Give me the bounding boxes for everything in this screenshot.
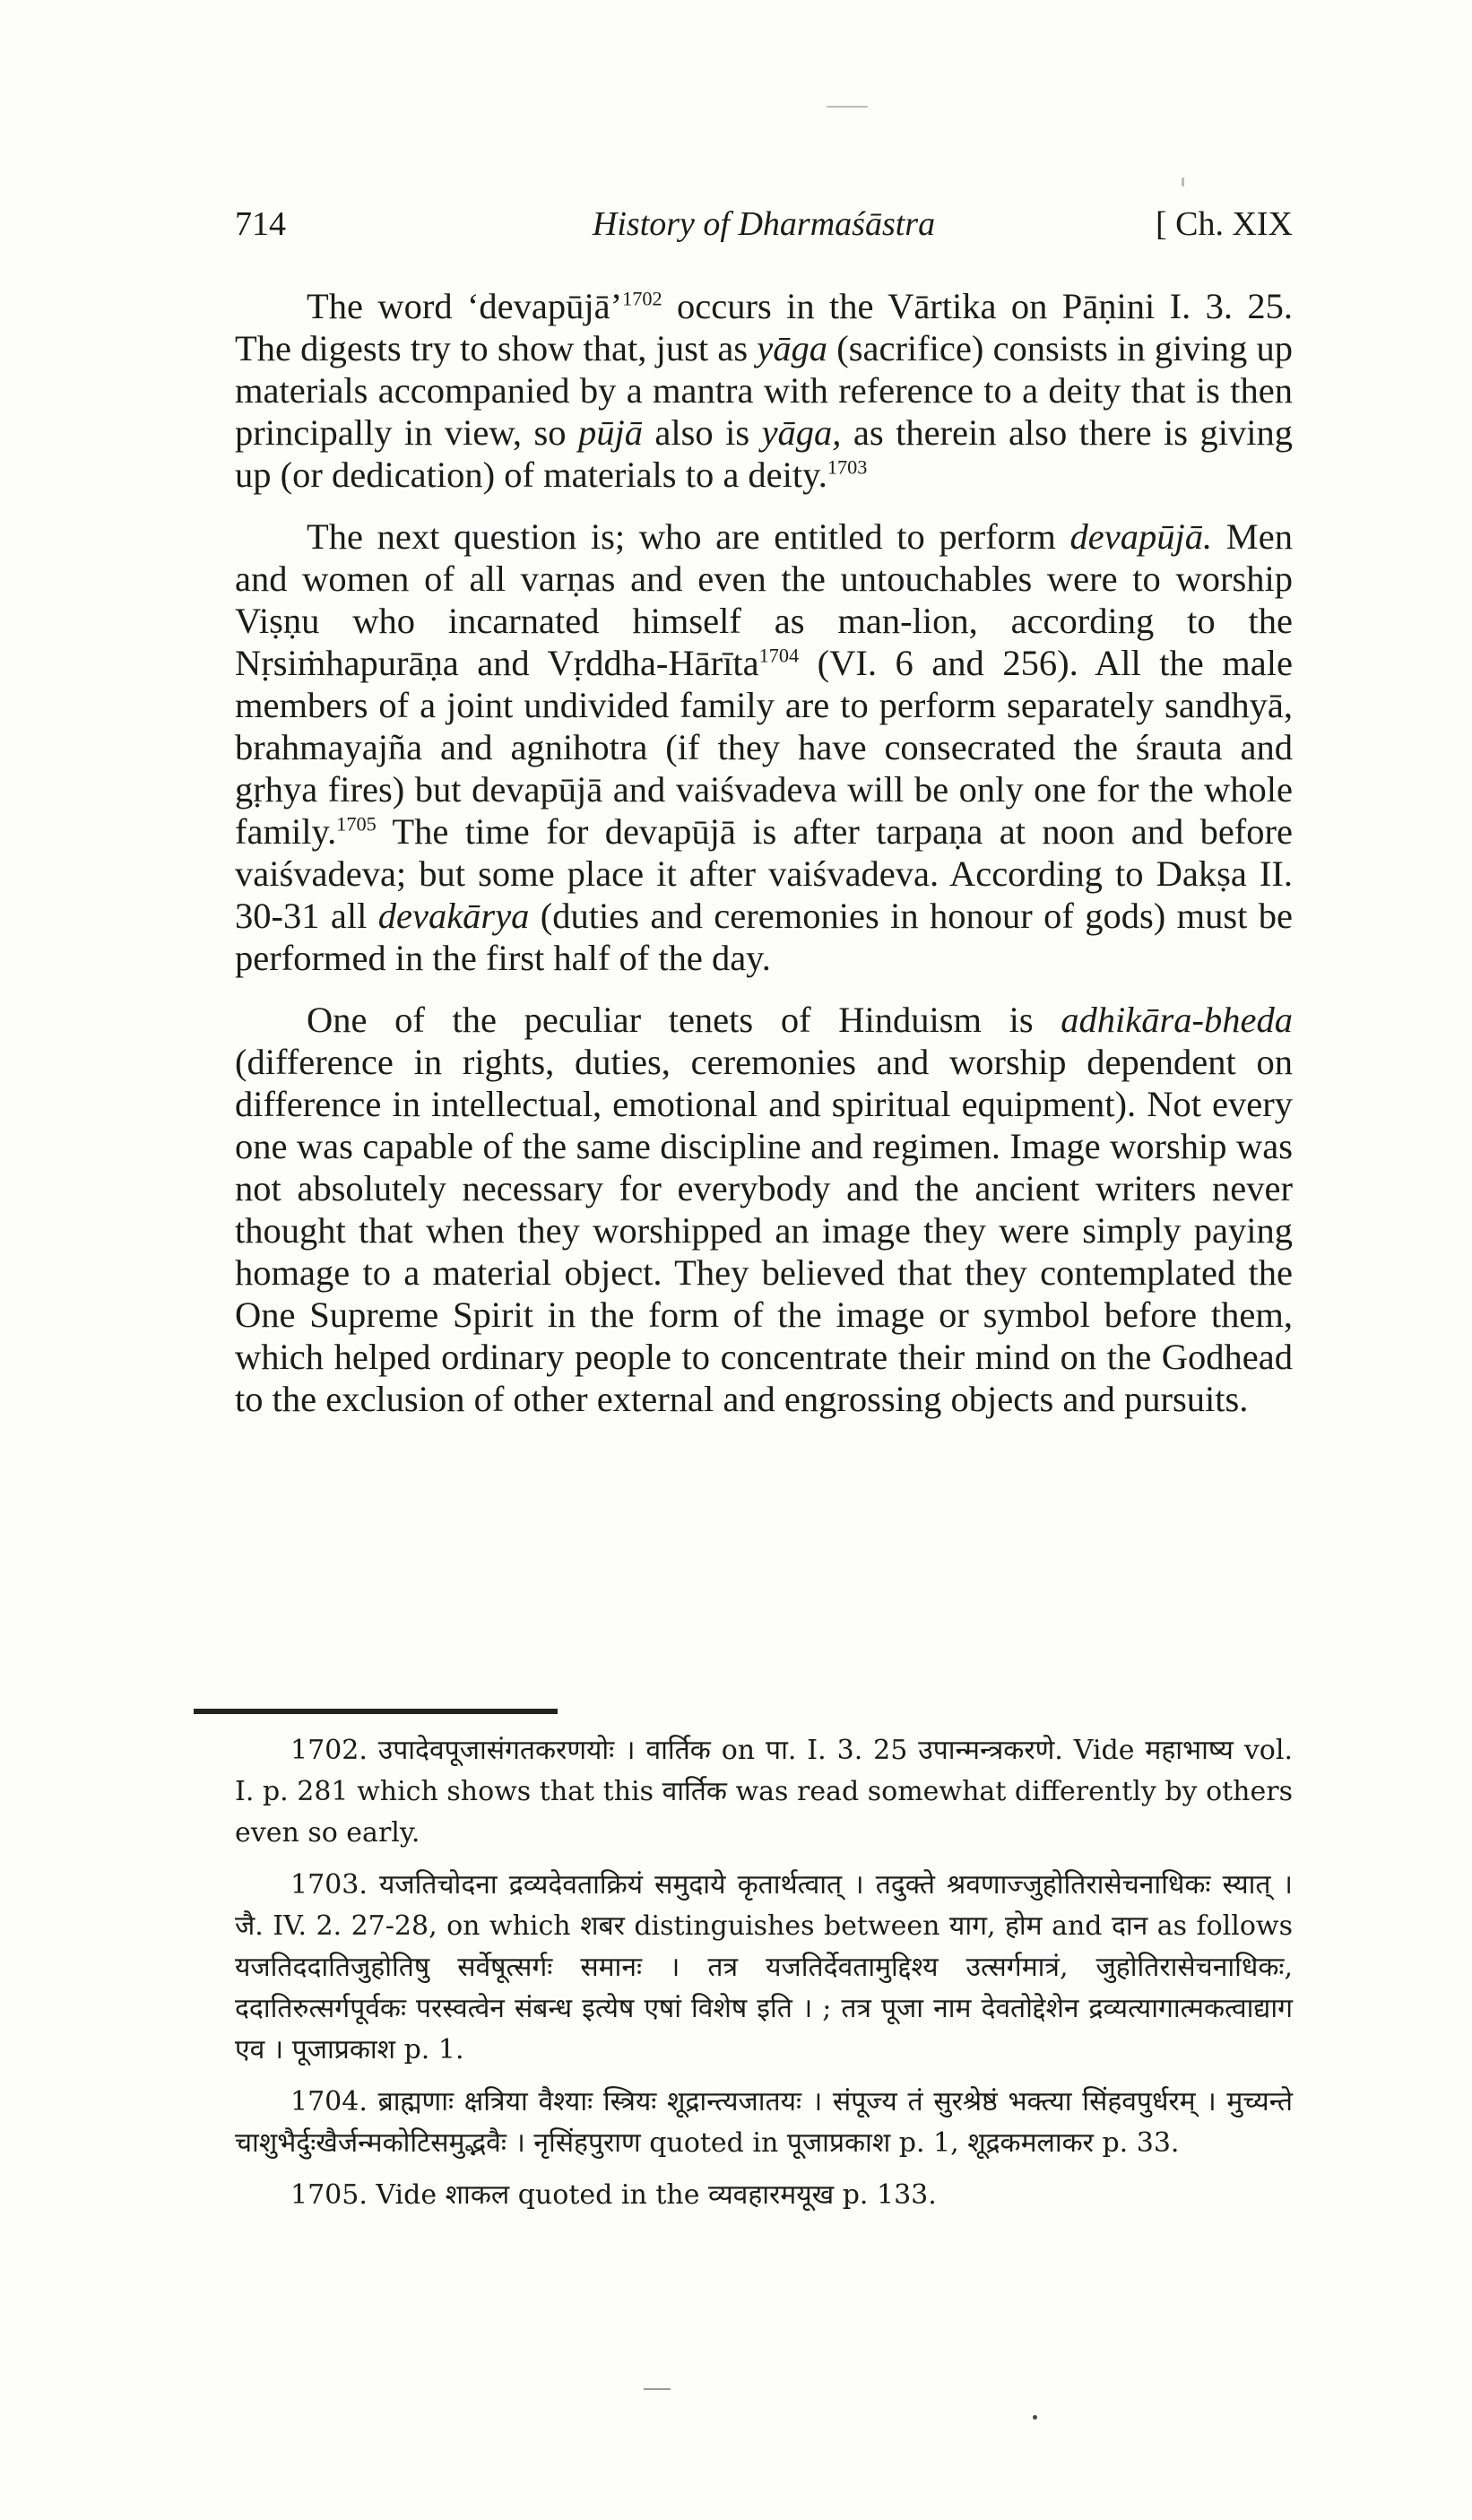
paragraph-1: The word ‘devapūjā’$^{1702}$ occurs in the Vārtika on Pāṇini I. 3. 25. The digests try to show that, just as yāga (sacrifice) consists in giving up materials accompanied by a mantra with reference to a deity that is then principally in view, so pūjā also is yāga, as therein also there is giving up (or dedication) of materials to a deity.$^{1703}$ xyxy=(235,286,1293,495)
running-title: History of Dharmaśāstra xyxy=(592,205,936,243)
running-header xyxy=(235,204,1293,258)
bottom-mark xyxy=(644,2388,671,2390)
footnote-ref: 1703 xyxy=(827,455,868,479)
page-number: 714 xyxy=(235,205,286,243)
main-text xyxy=(235,285,1293,1440)
paragraph-3: One of the peculiar tenets of Hinduism is adhikāra-bheda (difference in rights, duties, ceremonies and worship dependent on difference in intellectual, emotional and spiritual equipment). Not every one was capable of the same discipline and regimen. Image worship was not absolutely necessary for everybody and the ancient writers never thought that when they worshipped an image they were simply paying homage to a material object. They believed that they contemplated the One Supreme Spirit in the form of the image or symbol before them, which helped ordinary people to concentrate their mind on the Godhead to the exclusion of other external and engrossing objects and pursuits. xyxy=(235,1000,1293,1419)
paragraph-2: The next question is; who are entitled to perform devapūjā. Men and women of all varṇas and even the untouchables were to worship Viṣṇu who incarnated himself as man-lion, according to the Nṛsiṁhapurāṇa and Vṛddha-Hārīta$^{1704}$ (VI. 6 and 256). All the male members of a joint undivided family are to perform separately sandhyā, brahmayajña and agnihotra (if they have consecrated the śrauta and gṛhya fires) but devapūjā and vaiśvadeva will be only one for the whole family.$^{1705}$ The time for devapūjā is after tarpaṇa at noon and before vaiśvadeva; but some place it after vaiśvadeva. According to Dakṣa II. 30-31 all devakārya (duties and ceremonies in honour of gods) must be performed in the first half of the day. xyxy=(235,516,1293,978)
footnote-ref: 1704 xyxy=(758,644,800,667)
footnote-1702: 1702. उपादेवपूजासंगतकरणयोः । वार्तिक on पा. I. 3. 25 उपान्मन्त्रकरणे. Vide महाभाष्य vol. I. p. 281 which shows that this वार्तिक was read somewhat differently by others even so early. xyxy=(235,1735,1293,1849)
scan-speck xyxy=(1182,178,1184,186)
footnote-1704: 1704. ब्राह्मणाः क्षत्रिया वैश्याः स्त्रियः शूद्रान्त्यजातयः । संपूज्य तं सुरश्रेष्ठं भक्त्या सिंहवपुर्धरम् । मुच्यन्ते चाशुभैर्दुःखैर्जन्मकोटिसमुद्भवैः । नृसिंहपुराण quoted in पूजाप्रकाश p. 1, शूद्रकमलाकर p. 33. xyxy=(235,2086,1293,2159)
chapter-label: [ Ch. XIX xyxy=(1155,205,1293,243)
scan-speck xyxy=(827,106,868,108)
footnotes xyxy=(235,1730,1293,2227)
scan-dot xyxy=(1033,2415,1037,2420)
footnote-1705: 1705. Vide शाकल quoted in the व्यवहारमयूख p. 133. xyxy=(290,2179,937,2211)
footnote-ref: 1705 xyxy=(336,812,377,836)
footnote-divider xyxy=(194,1709,558,1714)
footnote-1703: 1703. यजतिचोदना द्रव्यदेवताक्रियं समुदाये कृतार्थत्वात् । तदुक्ते श्रवणाज्जुहोतिरासेचनाधिकः स्यात् । जै. IV. 2. 27-28, on which शबर distinguishes between याग, होम and दान as follows यजतिददातिजुहोतिषु सर्वेषूत्सर्गः समानः । तत्र यजतिर्देवतामुद्दिश्य उत्सर्गमात्रं, जुहोतिरासेचनाधिकः, ददातिरुत्सर्गपूर्वकः परस्वत्वेन संबन्ध इत्येष एषां विशेष इति । ; तत्र पूजा नाम देवतोद्देशेन द्रव्यत्यागात्मकत्वाद्याग एव । पूजाप्रकाश p. 1. xyxy=(235,1869,1293,2065)
footnote-ref: 1702 xyxy=(622,287,662,310)
